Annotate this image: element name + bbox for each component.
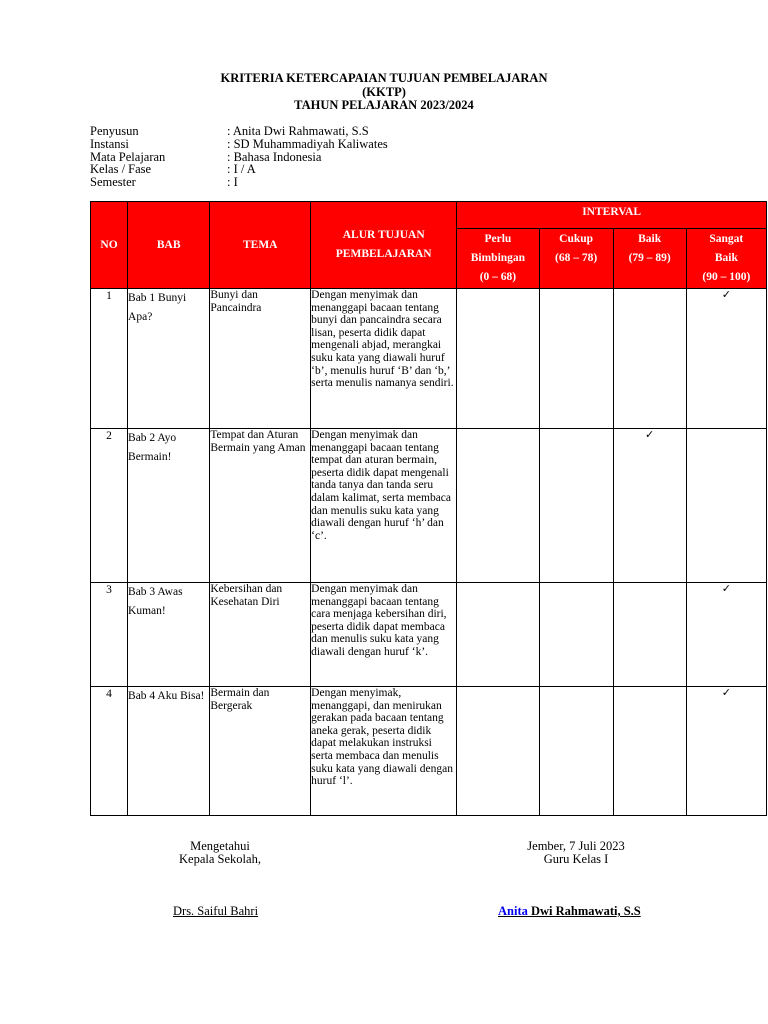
kktp-table xyxy=(90,201,767,816)
cell-baik xyxy=(613,687,686,816)
checkmark-icon: ✓ xyxy=(686,583,766,687)
signature-right-line-1: Jember, 7 Juli 2023 xyxy=(527,839,625,853)
cell-alur: Dengan menyimak dan menanggapi bacaan tentang tempat dan aturan bermain, peserta didik dapat mengenali tanda tanya dan tanda seru dalam kalimat, serta membaca dan menulis suku kata yang diawali dengan huruf ‘h’ dan ‘c’. xyxy=(311,429,457,583)
info-row-instansi xyxy=(90,138,388,151)
header-bab: BAB xyxy=(128,202,210,289)
title-line-2: (KKTP) xyxy=(362,84,406,99)
header-baik: Baik (79 – 89) xyxy=(613,229,686,289)
signature-right xyxy=(500,840,652,866)
info-label: Penyusun xyxy=(90,124,139,138)
cell-bab: Bab 4 Aku Bisa! xyxy=(128,687,210,816)
title-line-1: KRITERIA KETERCAPAIAN TUJUAN PEMBELAJARAN xyxy=(220,71,548,85)
signature-left xyxy=(150,840,290,866)
cell-tema: Bermain dan Bergerak xyxy=(210,687,311,816)
header-sangat-baik: Sangat Baik (90 – 100) xyxy=(686,229,766,289)
table-row xyxy=(91,289,767,429)
header-tema: TEMA xyxy=(210,202,311,289)
cell-bab: Bab 3 Awas Kuman! xyxy=(128,583,210,687)
info-value: : I / A xyxy=(227,162,256,177)
cell-cukup xyxy=(539,583,613,687)
cell-cukup xyxy=(539,289,613,429)
principal-name: Drs. Saiful Bahri xyxy=(173,904,259,918)
cell-alur: Dengan menyimak dan menanggapi bacaan tentang bunyi dan pancaindra secara lisan, peserta didik dapat mengenali abjad, merangkai suku kata yang diawali huruf ‘b’, menulis huruf ‘B’ dan ‘b,’ serta menulis namanya sendiri. xyxy=(311,289,457,429)
cell-baik xyxy=(613,583,686,687)
cell-perlu xyxy=(457,289,539,429)
info-label: Mata Pelajaran xyxy=(90,149,166,164)
document-info xyxy=(90,125,388,189)
checkmark-icon: ✓ xyxy=(686,687,766,816)
header-cukup: Cukup (68 – 78) xyxy=(539,229,613,289)
signature-right-line-2: Guru Kelas I xyxy=(543,852,609,866)
cell-bab: Bab 2 Ayo Bermain! xyxy=(128,429,210,583)
cell-sangat xyxy=(686,429,766,583)
header-alur-line-2: PEMBELAJARAN xyxy=(335,248,432,260)
info-value: : SD Muhammadiyah Kaliwates xyxy=(227,136,388,151)
cell-perlu xyxy=(457,429,539,583)
header-alur-line-1: ALUR TUJUAN xyxy=(342,229,425,241)
cell-no: 2 xyxy=(91,429,128,583)
cell-no: 1 xyxy=(91,289,128,429)
title-line-3: TAHUN PELAJARAN 2023/2024 xyxy=(294,98,474,112)
header-interval: INTERVAL xyxy=(457,202,767,229)
teacher-name-rest: Dwi Rahmawati, S.S xyxy=(527,904,641,918)
table-row xyxy=(91,687,767,816)
document-title xyxy=(0,72,768,113)
cell-no: 4 xyxy=(91,687,128,816)
table-row xyxy=(91,429,767,583)
cell-cukup xyxy=(539,687,613,816)
info-label: Instansi xyxy=(90,136,129,151)
cell-alur: Dengan menyimak, menanggapi, dan menirukan gerakan pada bacaan tentang aneka gerak, peserta didik dapat melakukan instruksi serta membaca dan menulis suku kata yang diawali dengan huruf ‘l’. xyxy=(311,687,457,816)
info-label: Semester xyxy=(90,175,136,190)
cell-baik xyxy=(613,289,686,429)
info-value: : Bahasa Indonesia xyxy=(227,149,322,164)
info-row-semester xyxy=(90,176,388,189)
cell-perlu xyxy=(457,687,539,816)
info-value: : I xyxy=(227,175,238,190)
checkmark-icon: ✓ xyxy=(686,289,766,429)
cell-bab: Bab 1 Bunyi Apa? xyxy=(128,289,210,429)
teacher-name-first[interactable]: Anita xyxy=(498,904,528,918)
info-row-penyusun xyxy=(90,125,388,138)
cell-cukup xyxy=(539,429,613,583)
signature-left-line-2: Kepala Sekolah, xyxy=(179,852,261,866)
cell-tema: Bunyi dan Pancaindra xyxy=(210,289,311,429)
header-alur xyxy=(311,202,457,289)
cell-alur: Dengan menyimak dan menanggapi bacaan tentang cara menjaga kebersihan diri, peserta didik dapat membaca dan menulis suku kata yang diawali dengan huruf ‘k’. xyxy=(311,583,457,687)
info-label: Kelas / Fase xyxy=(90,162,152,177)
info-value: : Anita Dwi Rahmawati, S.S xyxy=(227,124,369,138)
checkmark-icon: ✓ xyxy=(613,429,686,583)
cell-tema: Tempat dan Aturan Bermain yang Aman xyxy=(210,429,311,583)
table-row xyxy=(91,583,767,687)
header-no: NO xyxy=(91,202,128,289)
teacher-name xyxy=(498,904,641,919)
signature-left-line-1: Mengetahui xyxy=(190,839,250,853)
cell-no: 3 xyxy=(91,583,128,687)
cell-tema: Kebersihan dan Kesehatan Diri xyxy=(210,583,311,687)
cell-perlu xyxy=(457,583,539,687)
header-perlu-bimbingan: Perlu Bimbingan (0 – 68) xyxy=(457,229,539,289)
